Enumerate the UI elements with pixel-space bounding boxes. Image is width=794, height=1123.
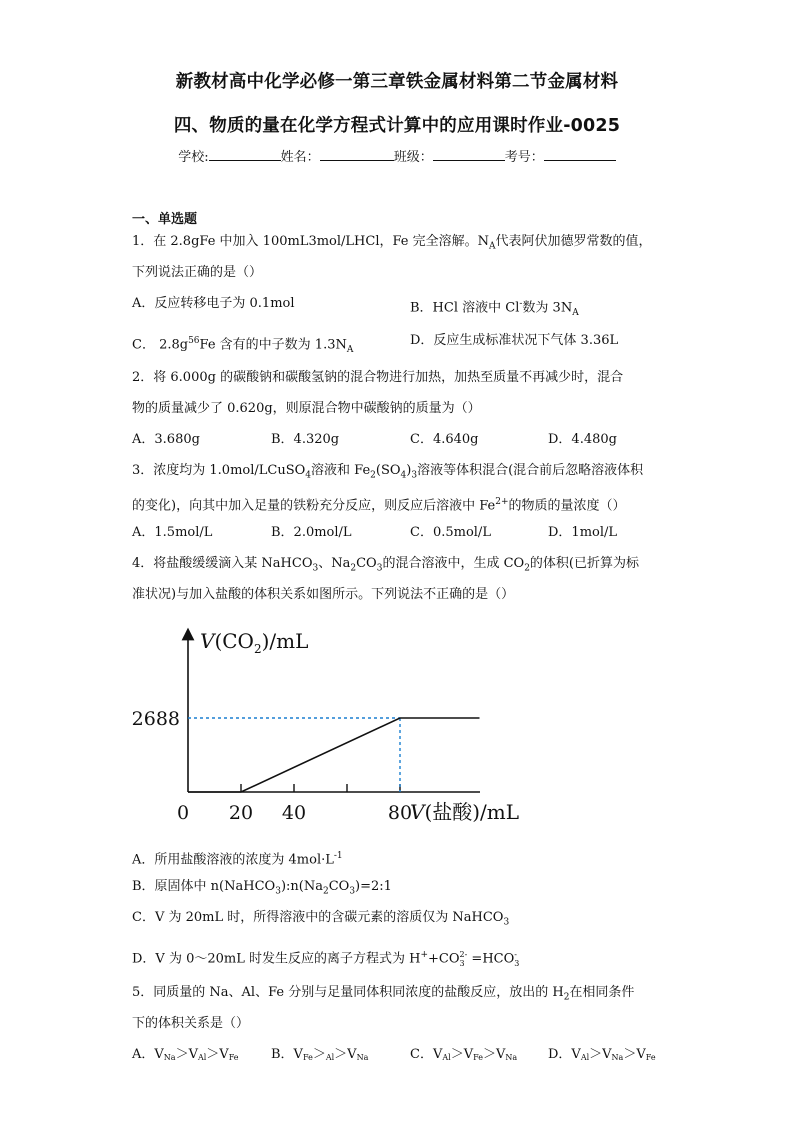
q3-option-d[interactable]: D．1mol/L	[548, 525, 618, 540]
q3-stem-line1: 3．浓度均为 1.0mol/LCuSO$_4$溶液和 $Fe_2(SO_4)_3$溶液等体积混合(混合前后忽略溶液体积	[132, 463, 644, 481]
q1-option-c[interactable]: C． $2.8g^{56}Fe$ 含有的中子数为 $1.3N_A$	[132, 336, 354, 355]
q5-option-d[interactable]: D．VAl＞VNa＞VFe	[548, 1047, 656, 1062]
origin-label: 0	[176, 802, 190, 824]
q5-option-b[interactable]: B．VFe＞Al＞VNa	[271, 1047, 369, 1062]
section-title: 一、单选题	[132, 212, 198, 227]
q2-stem-line2: 物的质量减少了 0.620g，则原混合物中碳酸钠的质量为（）	[132, 401, 481, 416]
x-axis-label: V(盐酸)/mL	[410, 800, 520, 824]
q2-stem-line1: 2．将 6.000g 的碳酸钠和碳酸氢钠的混合物进行加热，加热至质量不再减少时，混合	[132, 370, 624, 385]
y-tick-label: 2688	[131, 708, 180, 730]
x-tick-label: 40	[281, 802, 307, 824]
page-title: 新教材高中化学必修一第三章铁金属材料第二节金属材料	[175, 72, 619, 92]
co2-volume-chart	[131, 622, 530, 832]
series-line	[188, 718, 480, 792]
x-tick-label: 80	[387, 802, 413, 824]
q5-stem-line1: 5．同质量的 Na、Al、Fe 分别与足量同体积同浓度的盐酸反应，放出的 $H_2$在相同条件	[132, 985, 635, 1003]
q4-option-d[interactable]: D．V 为 0～20mL 时发生反应的离子方程式为 H++CO 2- 3 =HCO - 3	[132, 949, 520, 968]
q2-option-b[interactable]: B．4.320g	[271, 432, 340, 447]
q3-stem-line2: 的变化)，向其中加入足量的铁粉充分反应，则反应后溶液中 $Fe^{2+}$的物质的量浓度（）	[132, 497, 626, 514]
exam-no-label: 考号：	[504, 150, 544, 165]
student-info-line	[0, 146, 794, 165]
q4-stem-line1: 4．将盐酸缓缓滴入某 NaHCO$_3$、$Na_2CO_3$的混合溶液中，生成 $CO_2$的体积(已折算为标	[132, 556, 639, 574]
q2-option-a[interactable]: A．3.680g	[132, 432, 200, 447]
q5-stem-line2: 下的体积关系是（）	[132, 1016, 250, 1031]
q1-stem-line1: 1．在 2.8gFe 中加入 100mL3mol/LHCl，Fe 完全溶解。$N_A$代表阿伏加德罗常数的值，	[132, 234, 652, 252]
q4-stem-line2: 准状况)与加入盐酸的体积关系如图所示。下列说法不正确的是（）	[132, 587, 515, 602]
q4-option-c[interactable]: C．V 为 20mL 时，所得溶液中的含碳元素的溶质仅为 NaHCO$_3$	[132, 910, 510, 928]
q3-option-a[interactable]: A．1.5mol/L	[132, 525, 213, 540]
q2-option-c[interactable]: C．4.640g	[410, 432, 479, 447]
school-field[interactable]	[209, 148, 281, 161]
q5-option-a[interactable]: A．VNa＞VAl＞VFe	[132, 1047, 239, 1062]
q1-option-a[interactable]: A．反应转移电子为 0.1mol	[132, 296, 295, 311]
y-axis-label: $V(CO_2)/mL$	[200, 629, 309, 656]
page-subtitle: 四、物质的量在化学方程式计算中的应用课时作业-0025	[173, 116, 621, 136]
exam-no-field[interactable]	[544, 148, 616, 161]
q3-option-c[interactable]: C．0.5mol/L	[410, 525, 491, 540]
q5-option-c[interactable]: C．VAl＞VFe＞VNa	[410, 1047, 518, 1062]
q2-option-d[interactable]: D．4.480g	[548, 432, 617, 447]
q1-option-b[interactable]: B．HCl 溶液中 Cl-数为 $3N_A$	[410, 299, 579, 318]
q4-option-b[interactable]: B．原固体中 $n(NaHCO_3):n(Na_2CO_3)=2:1$	[132, 879, 392, 897]
name-label: 姓名：	[280, 150, 320, 165]
x-tick-label: 20	[228, 802, 254, 824]
q1-option-d[interactable]: D．反应生成标准状况下气体 3.36L	[410, 333, 619, 348]
q4-option-a[interactable]: A．所用盐酸溶液的浓度为 $4mol\cdot L^{-1}$	[132, 851, 343, 868]
q1-stem-line2: 下列说法正确的是（）	[132, 265, 263, 280]
q3-option-b[interactable]: B．2.0mol/L	[271, 525, 352, 540]
name-field[interactable]	[320, 148, 394, 161]
class-field[interactable]	[433, 148, 505, 161]
class-label: 班级：	[393, 150, 433, 165]
school-label: 学校:	[178, 150, 209, 165]
